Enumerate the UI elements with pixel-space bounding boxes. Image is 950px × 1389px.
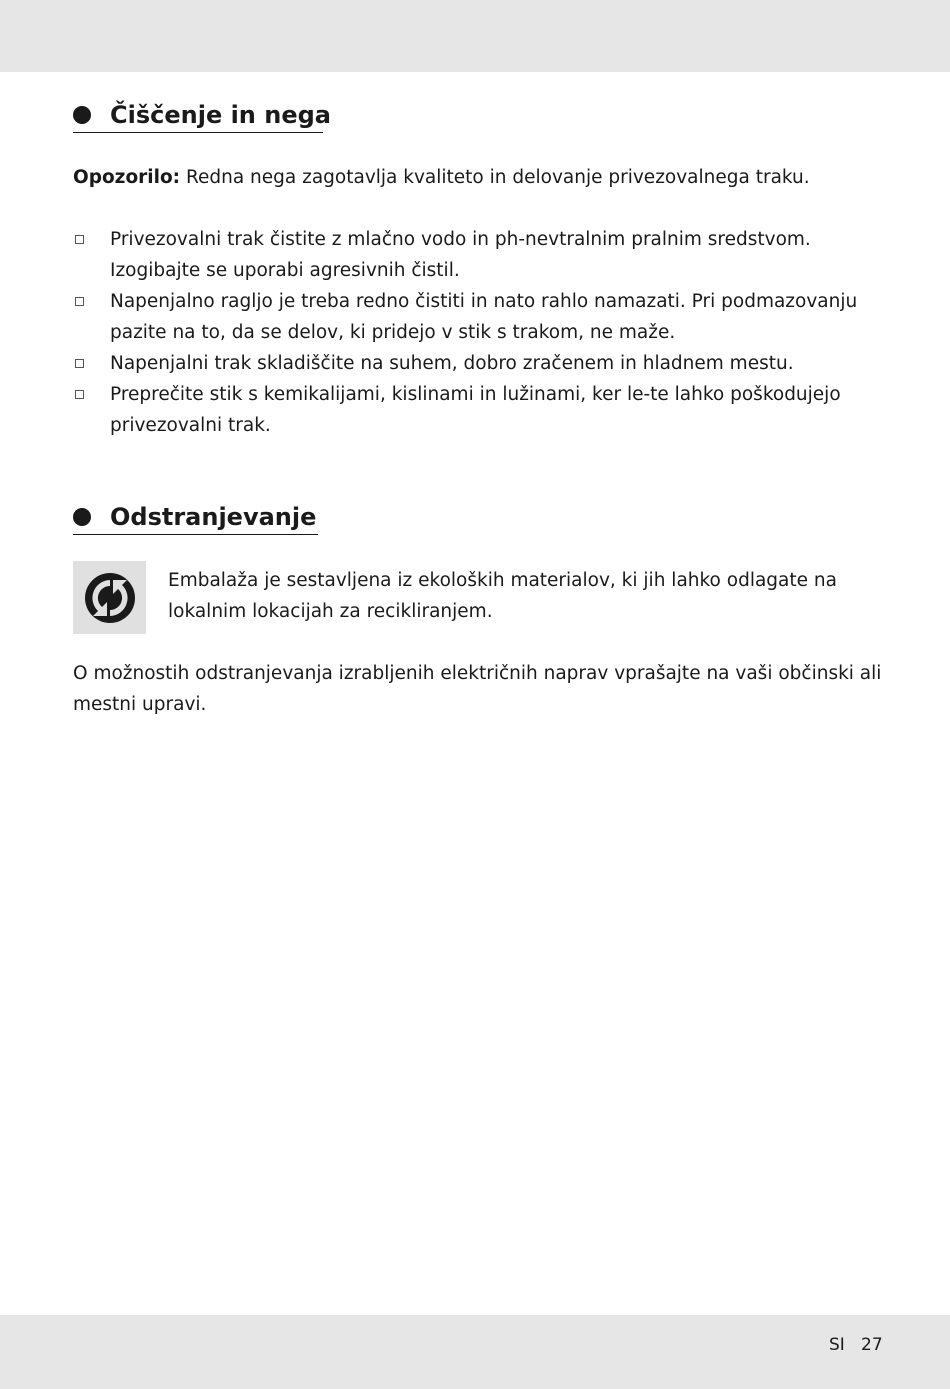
checkbox-square-icon — [75, 235, 84, 244]
page-number: 27 — [861, 1335, 883, 1355]
list-item-text: Napenjalni trak skladiščite na suhem, dobro zračenem in hladnem mestu. — [110, 353, 794, 374]
section-title: Odstranjevanje — [110, 503, 317, 531]
warning-label: Opozorilo: — [73, 167, 181, 188]
list-item — [73, 286, 883, 348]
care-instructions-list — [73, 224, 883, 441]
list-item — [73, 224, 883, 286]
bullet-dot-icon — [73, 106, 91, 124]
section-title: Čiščenje in nega — [110, 101, 331, 129]
list-item-text: Preprečite stik s kemikalijami, kislinami in lužinami, ker le-te lahko poškodujejo privezovalni trak. — [110, 384, 841, 436]
checkbox-square-icon — [75, 390, 84, 399]
list-item-text: Privezovalni trak čistite z mlačno vodo in ph-nevtralnim pralnim sredstvom. Izogibajte se uporabi agresivnih čistil. — [110, 229, 811, 281]
warning-text: Redna nega zagotavlja kvaliteto in delovanje privezovalnega traku. — [180, 167, 810, 188]
list-item — [73, 379, 883, 441]
checkbox-square-icon — [75, 359, 84, 368]
bullet-dot-icon — [73, 508, 91, 526]
list-item-text: Napenjalno ragljo je treba redno čistiti in nato rahlo namazati. Pri podmazovanju pazite na to, da se delov, ki pridejo v stik s trakom, ne maže. — [110, 291, 858, 343]
section-heading-disposal — [73, 500, 318, 535]
green-dot-recycling-icon — [73, 561, 146, 634]
checkbox-square-icon — [75, 297, 84, 306]
list-item — [73, 348, 883, 379]
recycle-paragraph: Embalaža je sestavljena iz ekoloških materialov, ki jih lahko odlagate na lokalnim lokacijah za recikliranjem. — [168, 570, 837, 622]
language-code: SI — [829, 1335, 845, 1355]
warning-paragraph — [73, 162, 883, 193]
disposal-paragraph: O možnostih odstranjevanja izrabljenih električnih naprav vprašajte na vaši občinski ali mestni upravi. — [73, 663, 882, 715]
footer-band — [0, 1315, 950, 1389]
section-heading-cleaning — [73, 98, 331, 133]
header-band — [0, 0, 950, 72]
